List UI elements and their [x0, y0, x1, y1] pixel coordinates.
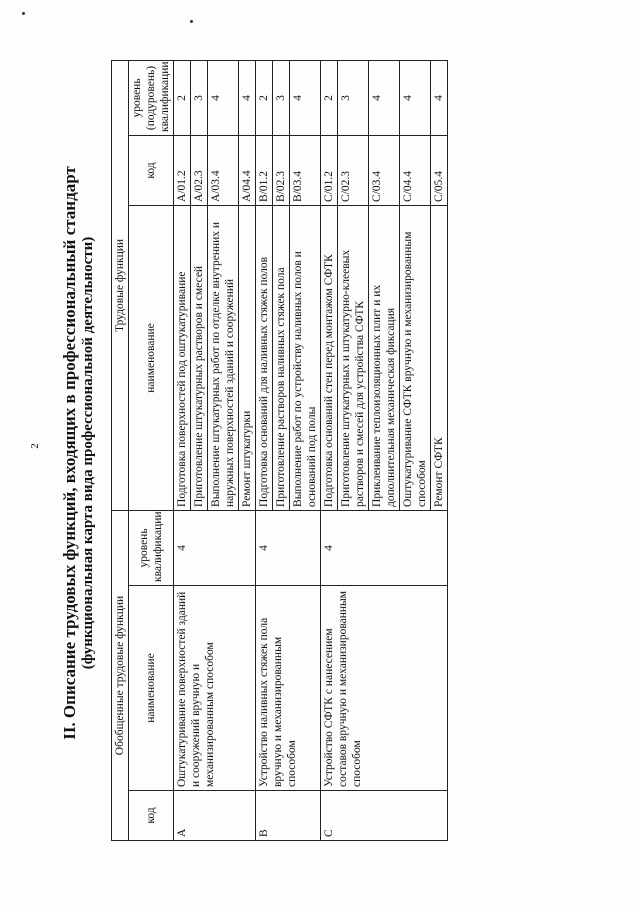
function-level-cell: 4 [431, 60, 448, 135]
function-code-cell: C/05.4 [431, 135, 448, 205]
group-code-cell: B [256, 791, 321, 841]
function-code-cell: A/03.4 [208, 135, 239, 205]
function-name-cell: Подготовка поверхностей под оштукатуривание [174, 205, 191, 510]
function-name-cell: Выполнение штукатурных работ по отделке внутренних и наружных поверхностей зданий и сооружений [208, 205, 239, 510]
function-level-cell: 3 [273, 60, 290, 135]
header-level: уровень квалификации [129, 510, 174, 585]
page-subtitle: (функциональная карта вида профессиональной деятельности) [80, 236, 96, 670]
group-level-cell: 4 [256, 510, 321, 585]
table-row [256, 60, 273, 840]
function-code-cell: A/04.4 [239, 135, 256, 205]
group-name-cell: Устройство наливных стяжек пола вручную и механизированным способом [256, 586, 321, 791]
group-name-cell: Устройство СФТК с нанесением составов вручную и механизированным способом [321, 586, 448, 791]
scan-speck [22, 12, 25, 15]
scan-speck [190, 20, 193, 23]
function-level-cell: 4 [400, 60, 431, 135]
function-name-cell: Ремонт СФТК [431, 205, 448, 510]
page-title: II. Описание трудовых функций, входящих в профессиональный стандарт [60, 166, 79, 740]
group-code-cell: A [174, 791, 256, 841]
function-level-cell: 3 [338, 60, 369, 135]
function-level-cell: 3 [191, 60, 208, 135]
group-name-cell: Оштукатуривание поверхностей зданий и сооружений вручную и механизированным способом [174, 586, 256, 791]
function-name-cell: Подготовка оснований для наливных стяжек полов [256, 205, 273, 510]
function-code-cell: C/03.4 [369, 135, 400, 205]
header-generalized: Обобщенные трудовые функции [112, 510, 129, 840]
header-code: код [129, 791, 174, 841]
header-function-code: код [129, 135, 174, 205]
table-row [174, 60, 191, 840]
function-name-cell: Приготовление растворов наливных стяжек пола [273, 205, 290, 510]
function-code-cell: C/02.3 [338, 135, 369, 205]
header-name: наименование [129, 586, 174, 791]
function-name-cell: Приготовление штукатурных растворов и смесей [191, 205, 208, 510]
function-name-cell: Приготовление штукатурных и штукатурно-клеевых растворов и смесей для устройства СФТК [338, 205, 369, 510]
group-level-cell: 4 [321, 510, 448, 585]
header-sublevel: уровень (подуровень) квалификации [129, 60, 174, 135]
function-code-cell: C/01.2 [321, 135, 338, 205]
header-labor: Трудовые функции [112, 60, 129, 510]
function-name-cell: Ремонт штукатурки [239, 205, 256, 510]
group-code-cell: C [321, 791, 448, 841]
function-level-cell: 4 [290, 60, 321, 135]
function-name-cell: Приклеивание теплоизоляционных плит и их дополнительная механическая фиксация [369, 205, 400, 510]
function-level-cell: 4 [208, 60, 239, 135]
function-code-cell: C/04.4 [400, 135, 431, 205]
functional-map-table [111, 60, 448, 841]
function-code-cell: B/01.2 [256, 135, 273, 205]
function-level-cell: 2 [321, 60, 338, 135]
function-level-cell: 4 [369, 60, 400, 135]
function-code-cell: A/01.2 [174, 135, 191, 205]
table-row [321, 60, 338, 840]
function-code-cell: B/03.4 [290, 135, 321, 205]
page-number: 2 [29, 443, 41, 449]
group-level-cell: 4 [174, 510, 256, 585]
function-level-cell: 2 [174, 60, 191, 135]
function-level-cell: 4 [239, 60, 256, 135]
rotated-page-content [60, 53, 580, 853]
function-code-cell: A/02.3 [191, 135, 208, 205]
function-name-cell: Подготовка оснований стен перед монтажом СФТК [321, 205, 338, 510]
function-name-cell: Выполнение работ по устройству наливных полов и оснований под полы [290, 205, 321, 510]
header-function-name: наименование [129, 205, 174, 510]
function-level-cell: 2 [256, 60, 273, 135]
function-code-cell: B/02.3 [273, 135, 290, 205]
function-name-cell: Оштукатуривание СФТК вручную и механизированным способом [400, 205, 431, 510]
